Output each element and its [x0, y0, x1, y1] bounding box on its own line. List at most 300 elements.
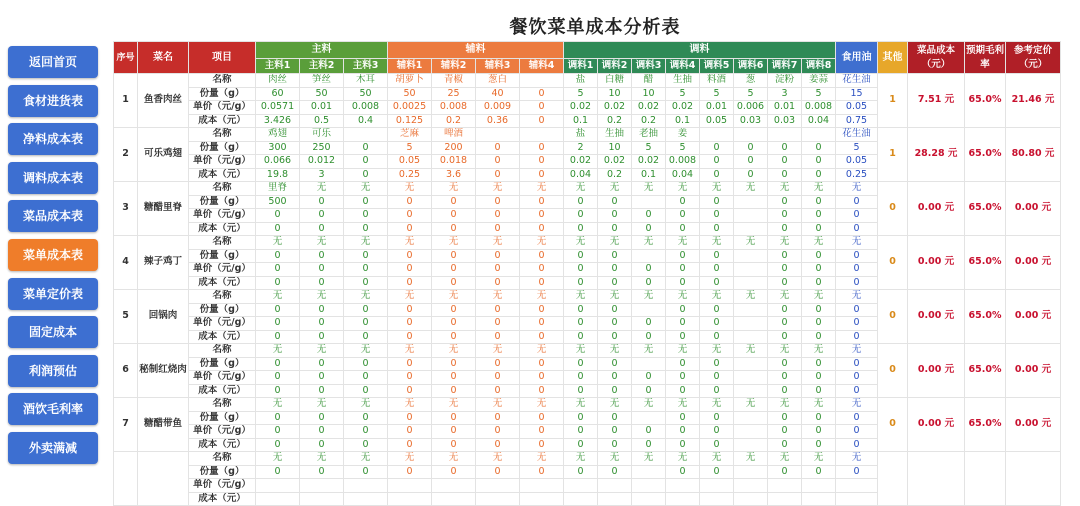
- main-ingredient-cell[interactable]: 3.426: [256, 114, 300, 128]
- seasoning-cell[interactable]: 0: [768, 303, 802, 317]
- other-cost[interactable]: 1: [878, 74, 908, 128]
- seasoning-cell[interactable]: 0: [700, 465, 734, 479]
- seasoning-cell[interactable]: 5: [802, 87, 836, 101]
- seasoning-cell[interactable]: 0: [564, 222, 598, 236]
- aux-ingredient-cell[interactable]: 0.125: [388, 114, 432, 128]
- oil-cell[interactable]: 0: [836, 249, 878, 263]
- aux-ingredient-cell[interactable]: 0: [520, 371, 564, 385]
- aux-ingredient-cell[interactable]: 0: [520, 155, 564, 169]
- expected-margin[interactable]: 65.0%: [965, 74, 1006, 128]
- aux-ingredient-cell[interactable]: 0: [520, 438, 564, 452]
- seasoning-cell[interactable]: 0: [768, 155, 802, 169]
- seasoning-cell[interactable]: 10: [598, 87, 632, 101]
- aux-ingredient-cell[interactable]: 0: [476, 438, 520, 452]
- aux-ingredient-cell[interactable]: 无: [476, 236, 520, 250]
- oil-cell[interactable]: 0: [836, 465, 878, 479]
- seasoning-cell[interactable]: 无: [768, 182, 802, 196]
- seasoning-cell[interactable]: 0: [700, 222, 734, 236]
- oil-cell[interactable]: 0: [836, 371, 878, 385]
- seasoning-cell[interactable]: 0: [802, 357, 836, 371]
- seasoning-cell[interactable]: 0: [666, 438, 700, 452]
- seasoning-cell[interactable]: 0: [768, 168, 802, 182]
- main-ingredient-cell[interactable]: 笋丝: [300, 74, 344, 88]
- seasoning-cell[interactable]: 无: [700, 182, 734, 196]
- main-ingredient-cell[interactable]: 0: [344, 276, 388, 290]
- seasoning-cell[interactable]: [598, 492, 632, 506]
- aux-ingredient-cell[interactable]: 无: [520, 236, 564, 250]
- main-ingredient-cell[interactable]: 0: [344, 384, 388, 398]
- dish-name[interactable]: [138, 452, 189, 506]
- nav-button-10[interactable]: 酒饮毛利率: [8, 393, 98, 425]
- seasoning-cell[interactable]: 0: [734, 155, 768, 169]
- main-ingredient-cell[interactable]: 0: [344, 141, 388, 155]
- seasoning-cell[interactable]: 0: [632, 384, 666, 398]
- aux-ingredient-cell[interactable]: 无: [432, 398, 476, 412]
- main-ingredient-cell[interactable]: 无: [256, 452, 300, 466]
- seasoning-cell[interactable]: [632, 195, 666, 209]
- seasoning-cell[interactable]: [734, 371, 768, 385]
- aux-ingredient-cell[interactable]: 无: [520, 452, 564, 466]
- main-ingredient-cell[interactable]: 无: [344, 398, 388, 412]
- aux-ingredient-cell[interactable]: 0: [432, 195, 476, 209]
- main-ingredient-cell[interactable]: [300, 492, 344, 506]
- seasoning-cell[interactable]: 无: [632, 236, 666, 250]
- seasoning-cell[interactable]: 0: [632, 276, 666, 290]
- main-ingredient-cell[interactable]: 无: [256, 344, 300, 358]
- seasoning-cell[interactable]: 0: [768, 330, 802, 344]
- aux-ingredient-cell[interactable]: [520, 128, 564, 142]
- seasoning-cell[interactable]: 0: [802, 276, 836, 290]
- main-ingredient-cell[interactable]: 0: [344, 438, 388, 452]
- aux-ingredient-cell[interactable]: 无: [476, 398, 520, 412]
- seasoning-cell[interactable]: [734, 128, 768, 142]
- seasoning-cell[interactable]: 0: [802, 141, 836, 155]
- seasoning-cell[interactable]: 0: [768, 317, 802, 331]
- seasoning-cell[interactable]: [700, 128, 734, 142]
- aux-ingredient-cell[interactable]: 0: [476, 330, 520, 344]
- seasoning-cell[interactable]: 0: [564, 438, 598, 452]
- seasoning-cell[interactable]: [734, 263, 768, 277]
- seasoning-cell[interactable]: [802, 492, 836, 506]
- main-ingredient-cell[interactable]: 可乐: [300, 128, 344, 142]
- seasoning-cell[interactable]: 0: [564, 303, 598, 317]
- oil-cell[interactable]: 0: [836, 384, 878, 398]
- seasoning-cell[interactable]: 0.1: [632, 168, 666, 182]
- seasoning-cell[interactable]: 0: [632, 317, 666, 331]
- main-ingredient-cell[interactable]: [256, 492, 300, 506]
- main-ingredient-cell[interactable]: 300: [256, 141, 300, 155]
- nav-button-8[interactable]: 固定成本: [8, 316, 98, 348]
- seasoning-cell[interactable]: [734, 384, 768, 398]
- seasoning-cell[interactable]: 0: [666, 425, 700, 439]
- oil-cell[interactable]: 无: [836, 398, 878, 412]
- aux-ingredient-cell[interactable]: 无: [432, 344, 476, 358]
- main-ingredient-cell[interactable]: 0: [256, 438, 300, 452]
- seasoning-cell[interactable]: 无: [802, 398, 836, 412]
- seasoning-cell[interactable]: 无: [768, 344, 802, 358]
- seasoning-cell[interactable]: 0: [666, 371, 700, 385]
- aux-ingredient-cell[interactable]: 无: [388, 344, 432, 358]
- seasoning-cell[interactable]: 0.01: [768, 101, 802, 115]
- main-ingredient-cell[interactable]: 0: [300, 330, 344, 344]
- seasoning-cell[interactable]: 3: [768, 87, 802, 101]
- aux-ingredient-cell[interactable]: 0: [476, 465, 520, 479]
- seasoning-cell[interactable]: 0: [564, 276, 598, 290]
- aux-ingredient-cell[interactable]: 0.2: [432, 114, 476, 128]
- aux-ingredient-cell[interactable]: 0: [388, 249, 432, 263]
- dish-name[interactable]: 秘制红烧肉: [138, 344, 189, 398]
- aux-ingredient-cell[interactable]: 0: [520, 357, 564, 371]
- aux-ingredient-cell[interactable]: 0: [520, 384, 564, 398]
- aux-ingredient-cell[interactable]: 啤酒: [432, 128, 476, 142]
- seasoning-cell[interactable]: 无: [564, 452, 598, 466]
- main-ingredient-cell[interactable]: 0: [300, 303, 344, 317]
- aux-ingredient-cell[interactable]: [476, 492, 520, 506]
- main-ingredient-cell[interactable]: 0: [344, 263, 388, 277]
- oil-cell[interactable]: 无: [836, 452, 878, 466]
- oil-cell[interactable]: 0: [836, 357, 878, 371]
- aux-ingredient-cell[interactable]: 0: [432, 317, 476, 331]
- main-ingredient-cell[interactable]: 0: [256, 425, 300, 439]
- seasoning-cell[interactable]: 淀粉: [768, 74, 802, 88]
- aux-ingredient-cell[interactable]: 0: [520, 303, 564, 317]
- main-ingredient-cell[interactable]: [344, 128, 388, 142]
- seasoning-cell[interactable]: 无: [598, 290, 632, 304]
- seasoning-cell[interactable]: 无: [632, 344, 666, 358]
- aux-ingredient-cell[interactable]: [388, 479, 432, 493]
- main-ingredient-cell[interactable]: 0: [344, 222, 388, 236]
- aux-ingredient-cell[interactable]: 0: [432, 411, 476, 425]
- seasoning-cell[interactable]: 0: [598, 384, 632, 398]
- aux-ingredient-cell[interactable]: 0: [520, 222, 564, 236]
- seasoning-cell[interactable]: 无: [768, 452, 802, 466]
- seasoning-cell[interactable]: 0.04: [564, 168, 598, 182]
- seasoning-cell[interactable]: [734, 195, 768, 209]
- seasoning-cell[interactable]: 10: [598, 141, 632, 155]
- seasoning-cell[interactable]: 姜: [666, 128, 700, 142]
- nav-button-7[interactable]: 菜单定价表: [8, 278, 98, 310]
- main-ingredient-cell[interactable]: [344, 479, 388, 493]
- aux-ingredient-cell[interactable]: 0: [520, 276, 564, 290]
- aux-ingredient-cell[interactable]: 25: [432, 87, 476, 101]
- seasoning-cell[interactable]: 料酒: [700, 74, 734, 88]
- seasoning-cell[interactable]: [632, 465, 666, 479]
- oil-cell[interactable]: 0.25: [836, 168, 878, 182]
- seasoning-cell[interactable]: 无: [734, 236, 768, 250]
- seasoning-cell[interactable]: 0: [598, 330, 632, 344]
- main-ingredient-cell[interactable]: 0: [300, 357, 344, 371]
- main-ingredient-cell[interactable]: 0: [344, 465, 388, 479]
- aux-ingredient-cell[interactable]: [520, 74, 564, 88]
- main-ingredient-cell[interactable]: 50: [344, 87, 388, 101]
- seasoning-cell[interactable]: 0: [666, 249, 700, 263]
- seasoning-cell[interactable]: [564, 479, 598, 493]
- seasoning-cell[interactable]: 0.006: [734, 101, 768, 115]
- seasoning-cell[interactable]: 0: [666, 276, 700, 290]
- aux-ingredient-cell[interactable]: 0: [432, 438, 476, 452]
- main-ingredient-cell[interactable]: 0: [344, 195, 388, 209]
- aux-ingredient-cell[interactable]: 0.25: [388, 168, 432, 182]
- aux-ingredient-cell[interactable]: [388, 492, 432, 506]
- aux-ingredient-cell[interactable]: 0: [520, 330, 564, 344]
- seasoning-cell[interactable]: 0: [802, 465, 836, 479]
- seasoning-cell[interactable]: 5: [632, 141, 666, 155]
- aux-ingredient-cell[interactable]: [520, 479, 564, 493]
- seasoning-cell[interactable]: 醋: [632, 74, 666, 88]
- main-ingredient-cell[interactable]: 0: [256, 317, 300, 331]
- other-cost[interactable]: 0: [878, 344, 908, 398]
- seasoning-cell[interactable]: 0: [598, 276, 632, 290]
- aux-ingredient-cell[interactable]: 0: [432, 465, 476, 479]
- seasoning-cell[interactable]: 0: [700, 303, 734, 317]
- seasoning-cell[interactable]: 生抽: [598, 128, 632, 142]
- aux-ingredient-cell[interactable]: 0: [520, 114, 564, 128]
- main-ingredient-cell[interactable]: 3: [300, 168, 344, 182]
- oil-cell[interactable]: 0: [836, 195, 878, 209]
- main-ingredient-cell[interactable]: 0: [256, 357, 300, 371]
- seasoning-cell[interactable]: 0: [768, 195, 802, 209]
- main-ingredient-cell[interactable]: 0: [300, 276, 344, 290]
- seasoning-cell[interactable]: 0.04: [666, 168, 700, 182]
- main-ingredient-cell[interactable]: 0: [300, 411, 344, 425]
- aux-ingredient-cell[interactable]: [520, 492, 564, 506]
- seasoning-cell[interactable]: 无: [598, 344, 632, 358]
- seasoning-cell[interactable]: 0: [700, 155, 734, 169]
- seasoning-cell[interactable]: 0: [632, 371, 666, 385]
- aux-ingredient-cell[interactable]: 0: [520, 87, 564, 101]
- seasoning-cell[interactable]: 葱: [734, 74, 768, 88]
- other-cost[interactable]: [878, 452, 908, 506]
- seasoning-cell[interactable]: 0.1: [666, 114, 700, 128]
- expected-margin[interactable]: 65.0%: [965, 344, 1006, 398]
- seasoning-cell[interactable]: [700, 492, 734, 506]
- seasoning-cell[interactable]: 0: [598, 411, 632, 425]
- main-ingredient-cell[interactable]: 250: [300, 141, 344, 155]
- aux-ingredient-cell[interactable]: 0: [476, 276, 520, 290]
- seasoning-cell[interactable]: 0: [666, 303, 700, 317]
- seasoning-cell[interactable]: 无: [802, 452, 836, 466]
- seasoning-cell[interactable]: 5: [666, 141, 700, 155]
- nav-button-5[interactable]: 菜品成本表: [8, 200, 98, 232]
- seasoning-cell[interactable]: 无: [564, 182, 598, 196]
- main-ingredient-cell[interactable]: 0: [300, 438, 344, 452]
- aux-ingredient-cell[interactable]: 0: [388, 425, 432, 439]
- seasoning-cell[interactable]: 0: [598, 425, 632, 439]
- main-ingredient-cell[interactable]: 0.066: [256, 155, 300, 169]
- seasoning-cell[interactable]: 0.04: [802, 114, 836, 128]
- seasoning-cell[interactable]: 0: [666, 465, 700, 479]
- seasoning-cell[interactable]: 0: [768, 384, 802, 398]
- seasoning-cell[interactable]: 0: [564, 330, 598, 344]
- main-ingredient-cell[interactable]: 0: [256, 330, 300, 344]
- main-ingredient-cell[interactable]: 0: [344, 371, 388, 385]
- main-ingredient-cell[interactable]: 无: [300, 398, 344, 412]
- seasoning-cell[interactable]: 0: [564, 411, 598, 425]
- seasoning-cell[interactable]: 0: [700, 209, 734, 223]
- aux-ingredient-cell[interactable]: 5: [388, 141, 432, 155]
- seasoning-cell[interactable]: 0: [802, 222, 836, 236]
- aux-ingredient-cell[interactable]: 0.05: [388, 155, 432, 169]
- main-ingredient-cell[interactable]: 0: [256, 371, 300, 385]
- nav-button-9[interactable]: 利润预估: [8, 355, 98, 387]
- aux-ingredient-cell[interactable]: 0: [520, 249, 564, 263]
- seasoning-cell[interactable]: 0: [802, 195, 836, 209]
- nav-button-2[interactable]: 食材进货表: [8, 85, 98, 117]
- seasoning-cell[interactable]: 0: [564, 263, 598, 277]
- oil-cell[interactable]: 花生油: [836, 74, 878, 88]
- seasoning-cell[interactable]: 0: [768, 141, 802, 155]
- main-ingredient-cell[interactable]: 0: [300, 371, 344, 385]
- seasoning-cell[interactable]: [734, 479, 768, 493]
- aux-ingredient-cell[interactable]: 0: [388, 317, 432, 331]
- seasoning-cell[interactable]: 0: [598, 371, 632, 385]
- expected-margin[interactable]: [965, 452, 1006, 506]
- seasoning-cell[interactable]: 无: [734, 290, 768, 304]
- dish-name[interactable]: 回锅肉: [138, 290, 189, 344]
- seasoning-cell[interactable]: 无: [632, 452, 666, 466]
- main-ingredient-cell[interactable]: 无: [344, 452, 388, 466]
- aux-ingredient-cell[interactable]: 0: [476, 384, 520, 398]
- main-ingredient-cell[interactable]: 鸡翅: [256, 128, 300, 142]
- aux-ingredient-cell[interactable]: 0: [388, 465, 432, 479]
- main-ingredient-cell[interactable]: 0: [300, 465, 344, 479]
- main-ingredient-cell[interactable]: 里脊: [256, 182, 300, 196]
- seasoning-cell[interactable]: 0: [564, 425, 598, 439]
- oil-cell[interactable]: 0: [836, 303, 878, 317]
- seasoning-cell[interactable]: 0.2: [598, 114, 632, 128]
- seasoning-cell[interactable]: 0: [564, 384, 598, 398]
- seasoning-cell[interactable]: 0: [734, 168, 768, 182]
- seasoning-cell[interactable]: 0: [700, 357, 734, 371]
- expected-margin[interactable]: 65.0%: [965, 182, 1006, 236]
- aux-ingredient-cell[interactable]: 0: [388, 384, 432, 398]
- seasoning-cell[interactable]: 无: [768, 398, 802, 412]
- seasoning-cell[interactable]: 0: [700, 425, 734, 439]
- aux-ingredient-cell[interactable]: 0.009: [476, 101, 520, 115]
- seasoning-cell[interactable]: [734, 465, 768, 479]
- seasoning-cell[interactable]: 无: [768, 290, 802, 304]
- seasoning-cell[interactable]: 0: [632, 425, 666, 439]
- seasoning-cell[interactable]: [632, 492, 666, 506]
- seasoning-cell[interactable]: 无: [700, 236, 734, 250]
- seasoning-cell[interactable]: 无: [564, 290, 598, 304]
- seasoning-cell[interactable]: 0: [802, 303, 836, 317]
- aux-ingredient-cell[interactable]: 无: [432, 452, 476, 466]
- aux-ingredient-cell[interactable]: 0: [520, 317, 564, 331]
- seasoning-cell[interactable]: 0: [734, 141, 768, 155]
- aux-ingredient-cell[interactable]: 0: [520, 168, 564, 182]
- oil-cell[interactable]: [836, 492, 878, 506]
- dish-name[interactable]: 辣子鸡丁: [138, 236, 189, 290]
- main-ingredient-cell[interactable]: 无: [344, 344, 388, 358]
- aux-ingredient-cell[interactable]: 0: [432, 222, 476, 236]
- aux-ingredient-cell[interactable]: 无: [388, 182, 432, 196]
- main-ingredient-cell[interactable]: 0: [256, 222, 300, 236]
- aux-ingredient-cell[interactable]: 无: [476, 290, 520, 304]
- aux-ingredient-cell[interactable]: 0: [388, 209, 432, 223]
- aux-ingredient-cell[interactable]: 0: [432, 371, 476, 385]
- seasoning-cell[interactable]: 无: [734, 182, 768, 196]
- main-ingredient-cell[interactable]: 无: [344, 290, 388, 304]
- aux-ingredient-cell[interactable]: 无: [520, 398, 564, 412]
- seasoning-cell[interactable]: 无: [598, 452, 632, 466]
- aux-ingredient-cell[interactable]: 40: [476, 87, 520, 101]
- seasoning-cell[interactable]: 0: [768, 263, 802, 277]
- seasoning-cell[interactable]: 无: [700, 344, 734, 358]
- aux-ingredient-cell[interactable]: 0: [388, 303, 432, 317]
- seasoning-cell[interactable]: 0: [666, 317, 700, 331]
- seasoning-cell[interactable]: 0: [802, 317, 836, 331]
- seasoning-cell[interactable]: 0: [768, 209, 802, 223]
- seasoning-cell[interactable]: 0: [802, 155, 836, 169]
- seasoning-cell[interactable]: [768, 128, 802, 142]
- seasoning-cell[interactable]: 无: [598, 182, 632, 196]
- oil-cell[interactable]: 0.05: [836, 155, 878, 169]
- aux-ingredient-cell[interactable]: 0: [476, 168, 520, 182]
- main-ingredient-cell[interactable]: 无: [300, 290, 344, 304]
- aux-ingredient-cell[interactable]: 0: [476, 303, 520, 317]
- main-ingredient-cell[interactable]: 0: [256, 209, 300, 223]
- main-ingredient-cell[interactable]: 0: [300, 209, 344, 223]
- seasoning-cell[interactable]: [734, 330, 768, 344]
- seasoning-cell[interactable]: 白糖: [598, 74, 632, 88]
- seasoning-cell[interactable]: 0.03: [768, 114, 802, 128]
- seasoning-cell[interactable]: [666, 479, 700, 493]
- aux-ingredient-cell[interactable]: 0: [476, 317, 520, 331]
- other-cost[interactable]: 1: [878, 128, 908, 182]
- main-ingredient-cell[interactable]: 0: [256, 411, 300, 425]
- main-ingredient-cell[interactable]: 60: [256, 87, 300, 101]
- main-ingredient-cell[interactable]: 0: [344, 209, 388, 223]
- seasoning-cell[interactable]: 0: [700, 195, 734, 209]
- seasoning-cell[interactable]: 0: [802, 209, 836, 223]
- seasoning-cell[interactable]: 0: [802, 263, 836, 277]
- seasoning-cell[interactable]: 0: [768, 465, 802, 479]
- aux-ingredient-cell[interactable]: 0: [520, 101, 564, 115]
- aux-ingredient-cell[interactable]: 无: [476, 452, 520, 466]
- seasoning-cell[interactable]: 0: [564, 371, 598, 385]
- seasoning-cell[interactable]: 0: [666, 384, 700, 398]
- aux-ingredient-cell[interactable]: 0: [476, 222, 520, 236]
- aux-ingredient-cell[interactable]: 0: [476, 155, 520, 169]
- oil-cell[interactable]: 0: [836, 425, 878, 439]
- seasoning-cell[interactable]: 0: [700, 249, 734, 263]
- aux-ingredient-cell[interactable]: 0: [520, 425, 564, 439]
- aux-ingredient-cell[interactable]: 无: [432, 182, 476, 196]
- seasoning-cell[interactable]: [734, 492, 768, 506]
- seasoning-cell[interactable]: 无: [802, 182, 836, 196]
- aux-ingredient-cell[interactable]: 0: [432, 263, 476, 277]
- seasoning-cell[interactable]: 0: [700, 411, 734, 425]
- other-cost[interactable]: 0: [878, 290, 908, 344]
- aux-ingredient-cell[interactable]: 葱白: [476, 74, 520, 88]
- seasoning-cell[interactable]: 无: [666, 236, 700, 250]
- main-ingredient-cell[interactable]: 0: [344, 317, 388, 331]
- other-cost[interactable]: 0: [878, 398, 908, 452]
- oil-cell[interactable]: 0: [836, 222, 878, 236]
- aux-ingredient-cell[interactable]: 0: [432, 276, 476, 290]
- seasoning-cell[interactable]: 无: [666, 452, 700, 466]
- seasoning-cell[interactable]: 0: [768, 357, 802, 371]
- seasoning-cell[interactable]: 0: [700, 168, 734, 182]
- aux-ingredient-cell[interactable]: 无: [388, 398, 432, 412]
- seasoning-cell[interactable]: 0.05: [700, 114, 734, 128]
- main-ingredient-cell[interactable]: 0: [344, 168, 388, 182]
- seasoning-cell[interactable]: 0: [802, 371, 836, 385]
- main-ingredient-cell[interactable]: 0: [300, 222, 344, 236]
- aux-ingredient-cell[interactable]: 无: [432, 236, 476, 250]
- aux-ingredient-cell[interactable]: 0: [388, 371, 432, 385]
